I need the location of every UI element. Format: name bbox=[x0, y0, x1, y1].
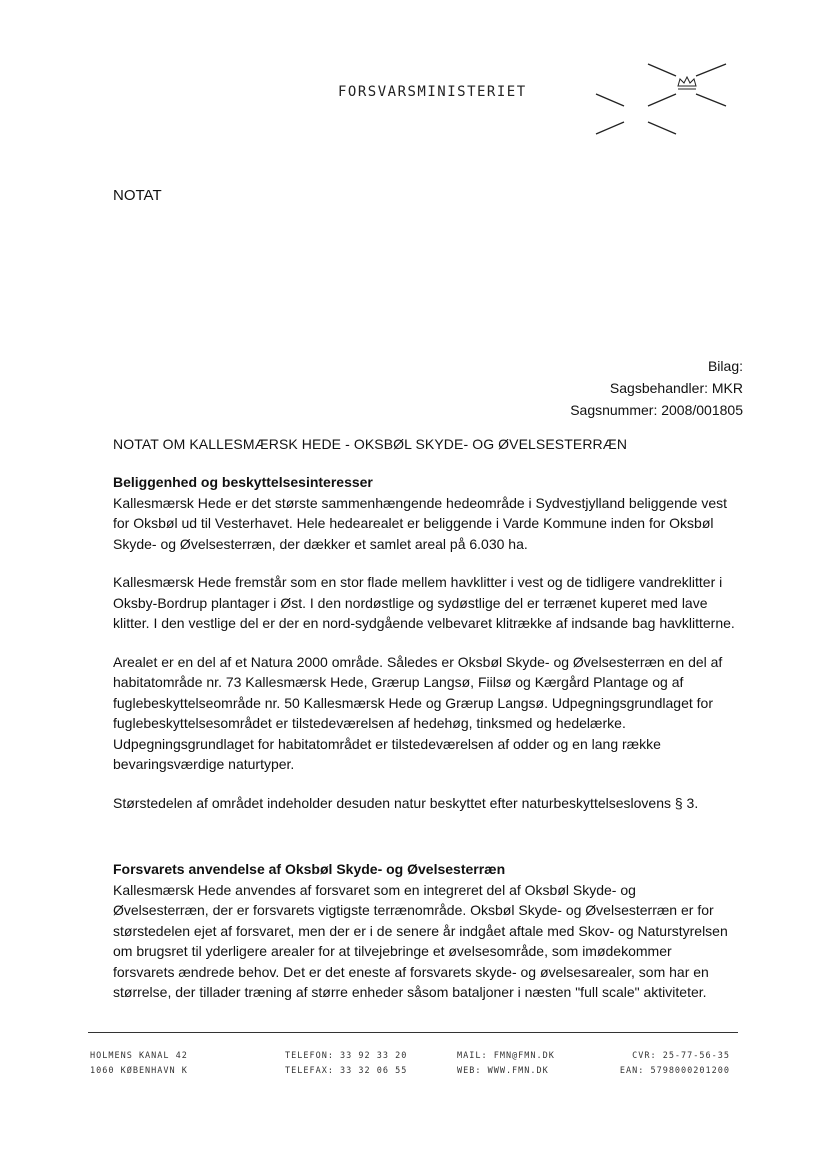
footer-contact bbox=[457, 1049, 555, 1079]
footer-phone bbox=[285, 1049, 407, 1079]
mail-address: MAIL: FMN@FMN.DK bbox=[457, 1051, 555, 1061]
case-number: Sagsnummer: 2008/001805 bbox=[570, 402, 743, 418]
section-heading: Beliggenhed og beskyttelsesinteresser bbox=[113, 474, 373, 490]
paragraph: Arealet er en del af et Natura 2000 område. Således er Oksbøl Skyde- og Øvelsesterræn en del af habitatområde nr. 73 Kallesmærsk Hede, Grærup Langsø, Fiilsø og Kærgård Plantage og af fuglebeskyttelseområde nr. 50 Kallesmærsk Hede og Grærup Langsø. Udpegningsgrundlaget for fuglebeskyttelsesområdet er tilstedeværelsen af hedehøg, tinksmed og hedelærke. Udpegningsgrundlaget for habitatområdet er tilstedeværelsen af odder og en lang række bevaringsværdige naturtyper. bbox=[113, 653, 723, 772]
paragraph: Kallesmærsk Hede anvendes af forsvaret som en integreret del af Oksbøl Skyde- og Øvelsesterræn, der er forsvarets vigtigste terrænområde. Oksbøl Skyde- og Øvelsesterræn er for størstedelen ejet af forsvaret, men der er i de senere år indgået aftale med Skov- og Naturstyrelsen om brugsret til yderligere arealer for at tilvejebringe et øvelsesområde, som imødekommer forsvarets ændrede behov. Det er det eneste af forsvarets skyde- og øvelsesarealer, som har en størrelse, der tillader træning af større enheder såsom bataljoner i næsten "full scale" aktiviteter. bbox=[113, 881, 728, 1000]
ean-number: EAN: 5798000201200 bbox=[619, 1066, 730, 1076]
address-line: 1060 KØBENHAVN K bbox=[90, 1066, 188, 1076]
section-defense-use bbox=[113, 859, 735, 1003]
section-location bbox=[113, 472, 735, 813]
notat-label: NOTAT bbox=[113, 187, 162, 204]
footer-divider bbox=[88, 1032, 738, 1033]
paragraph: Kallesmærsk Hede er det største sammenhængende hedeområde i Sydvestjylland beliggende vest for Oksbøl ud til Vesterhavet. Hele hedearealet er beliggende i Varde Kommune inden for Oksbøl Skyde- og Øvelsesterræn, der dækker et samlet areal på 6.030 ha. bbox=[113, 494, 727, 552]
fax-number: TELEFAX: 33 32 06 55 bbox=[285, 1066, 408, 1076]
cvr-number: CVR: 25-77-56-35 bbox=[632, 1051, 730, 1061]
phone-number: TELEFON: 33 92 33 20 bbox=[285, 1051, 408, 1061]
document-body bbox=[113, 472, 735, 1021]
paragraph: Størstedelen af området indeholder desuden natur beskyttet efter naturbeskyttelseslovens § 3. bbox=[113, 794, 699, 811]
footer-address bbox=[90, 1049, 188, 1079]
section-heading: Forsvarets anvendelse af Oksbøl Skyde- og Øvelsesterræn bbox=[113, 861, 506, 877]
footer-ids bbox=[620, 1049, 730, 1079]
organization-name: FORSVARSMINISTERIET bbox=[338, 84, 527, 100]
bilag-label: Bilag: bbox=[707, 358, 743, 374]
crown-cross-logo-icon bbox=[592, 60, 728, 140]
case-metadata bbox=[570, 355, 743, 421]
address-line: HOLMENS KANAL 42 bbox=[90, 1051, 188, 1061]
web-address: WEB: WWW.FMN.DK bbox=[457, 1066, 549, 1076]
case-handler: Sagsbehandler: MKR bbox=[609, 380, 743, 396]
paragraph: Kallesmærsk Hede fremstår som en stor flade mellem havklitter i vest og de tidligere vandreklitter i Oksby-Bordrup plantager i Øst. I den nordøstlige og sydøstlige del er terrænet kuperet med lave klitter. I den vestlige del er der en nord-sydgående velbevaret klitrække af indsande bag havklitterne. bbox=[113, 574, 735, 631]
document-title: NOTAT OM KALLESMÆRSK HEDE - OKSBØL SKYDE- OG ØVELSESTERRÆN bbox=[113, 436, 628, 452]
